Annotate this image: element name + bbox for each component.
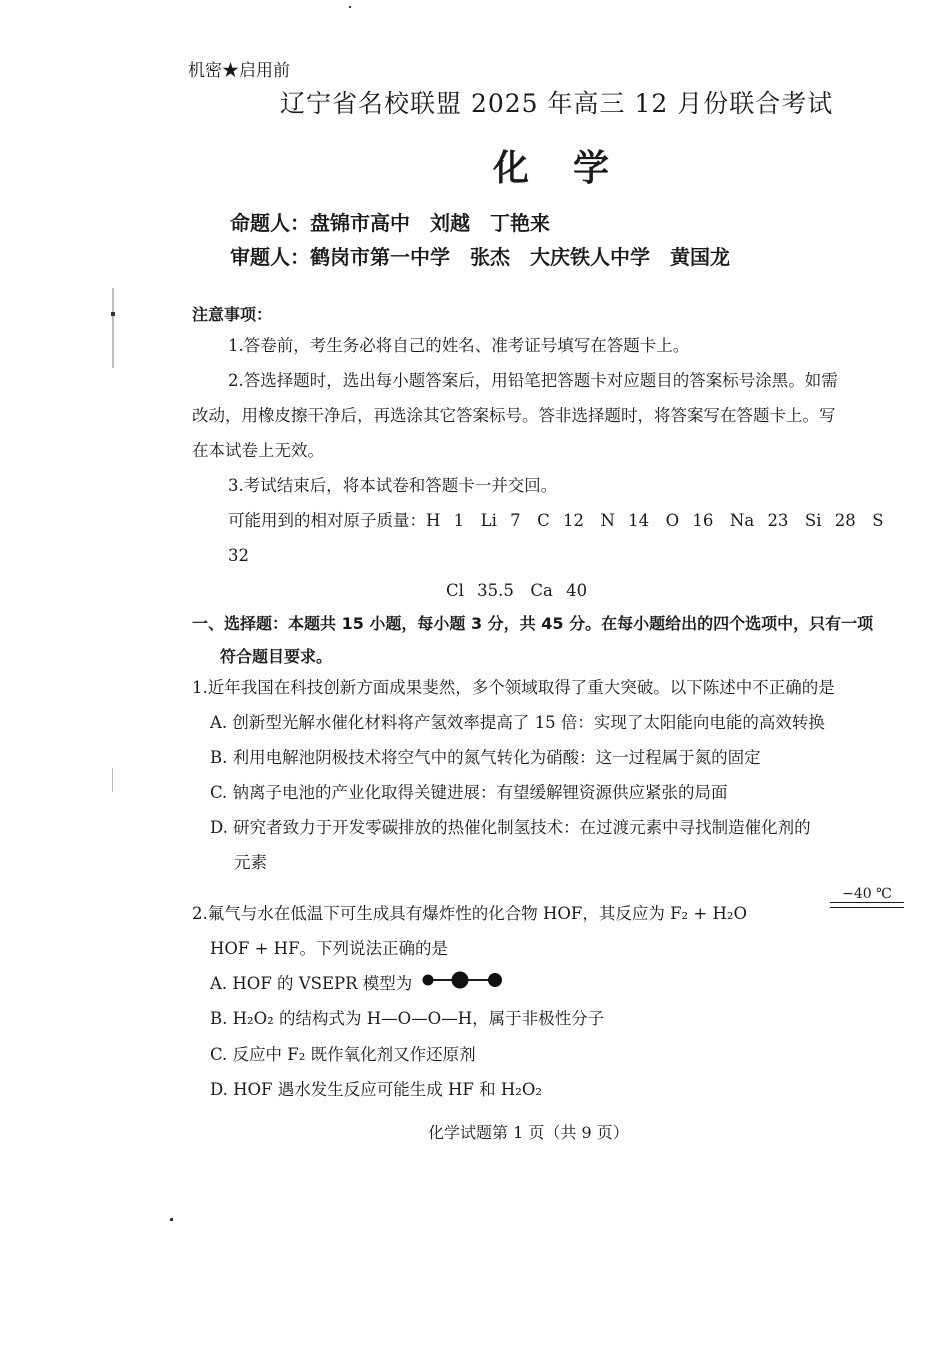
reaction-condition — [830, 886, 904, 908]
question-1 — [192, 670, 908, 880]
question-authors: 命题人：盘锦市高中 刘越 丁艳来 — [230, 211, 550, 235]
notice-heading: 注意事项： — [192, 305, 273, 324]
notice-item-2-line-3: 在本试卷上无效。 — [192, 441, 324, 460]
notice-item-1: 1.答卷前，考生务必将自己的姓名、准考证号填写在答题卡上。 — [228, 336, 690, 355]
notice-item-3: 3.考试结束后，将本试卷和答题卡一并交回。 — [228, 476, 558, 495]
page-footer: 化学试题第 1 页（共 9 页） — [428, 1123, 629, 1142]
section-1-line-2: 符合题目要求。 — [220, 647, 333, 666]
confidential-mark: 机密★启用前 — [188, 61, 290, 81]
question-reviewers: 审题人：鹤岗市第一中学 张杰 大庆铁人中学 黄国龙 — [230, 245, 730, 269]
scan-mark — [112, 768, 113, 792]
question-1-option-d-line-2: 元素 — [234, 853, 267, 872]
question-2-stem-line-2: HOF + HF。下列说法正确的是 — [210, 939, 449, 958]
section-1-line-1: 一、选择题：本题共 15 小题，每小题 3 分，共 45 分。在每小题给出的四个选项中，只有一项 — [192, 614, 874, 633]
question-2-option-c: C. 反应中 F₂ 既作氧化剂又作还原剂 — [210, 1045, 476, 1064]
question-1-option-d-line-1: D. 研究者致力于开发零碳排放的热催化制氢技术：在过渡元素中寻找制造催化剂的 — [210, 818, 811, 837]
scan-dot — [170, 1218, 173, 1221]
question-1-stem: 1.近年我国在科技创新方面成果斐然，多个领域取得了重大突破。以下陈述中不正确的是 — [192, 678, 835, 697]
notice-block — [192, 328, 908, 608]
question-2-option-d: D. HOF 遇水发生反应可能生成 HF 和 H₂O₂ — [210, 1080, 542, 1099]
question-2-option-a: A. HOF 的 VSEPR 模型为 — [210, 974, 413, 993]
question-2-stem-line-1: 2.氟气与水在低温下可生成具有爆炸性的化合物 HOF，其反应为 F₂ + H₂O — [192, 904, 748, 923]
atomic-mass-values-2: Cl 35.5 Ca 40 — [446, 581, 588, 600]
reaction-temperature: −40 ℃ — [842, 886, 892, 902]
scan-mark — [112, 288, 114, 368]
vsepr-atom-left — [423, 975, 434, 986]
scan-dot — [111, 312, 115, 316]
vsepr-model-diagram — [420, 969, 508, 991]
question-1-option-c: C. 钠离子电池的产业化取得关键进展：有望缓解锂资源供应紧张的局面 — [210, 783, 728, 802]
atomic-mass-values-1: H 1 Li 7 C 12 N 14 O 16 Na 23 Si 28 S 32 — [228, 511, 884, 565]
notice-item-2-line-2: 改动，用橡皮擦干净后，再选涂其它答案标号。答非选择题时，将答案写在答题卡上。写 — [192, 406, 836, 425]
question-1-option-a: A. 创新型光解水催化材料将产氢效率提高了 15 倍：实现了太阳能向电能的高效转换 — [210, 713, 825, 732]
vsepr-atom-right — [488, 973, 502, 987]
vsepr-atom-center — [452, 972, 469, 989]
equal-sign-bar — [830, 902, 904, 908]
subject-title: 化学 — [493, 148, 654, 189]
atomic-mass-row — [192, 503, 908, 573]
question-1-option-b: B. 利用电解池阴极技术将空气中的氮气转化为硝酸：这一过程属于氮的固定 — [210, 748, 761, 767]
exam-title: 辽宁省名校联盟 2025 年高三 12 月份联合考试 — [280, 89, 834, 118]
section-1-heading — [192, 607, 912, 673]
atomic-mass-label: 可能用到的相对原子质量： — [228, 511, 426, 530]
notice-item-2-line-1: 2.答选择题时，选出每小题答案后，用铅笔把答题卡对应题目的答案标号涂黑。如需 — [228, 371, 838, 390]
scan-dot — [349, 6, 351, 8]
question-2-option-b: B. H₂O₂ 的结构式为 H—O—O—H，属于非极性分子 — [210, 1009, 605, 1028]
